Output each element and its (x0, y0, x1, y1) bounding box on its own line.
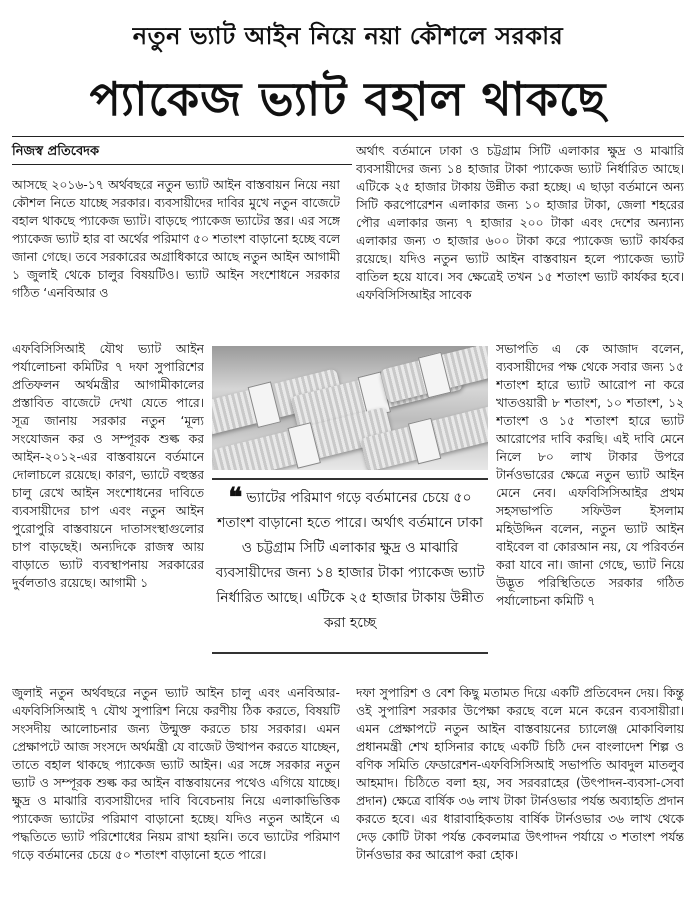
pull-quote-text: ভ্যাটের পরিমাণ গড়ে বর্তমানের চেয়ে ৫০ শতাংশ বাড়ানো হতে পারে। অর্থাৎ বর্তমানে ঢাকা ও চট্টগ্রাম সিটি এলাকার ক্ষুদ্র ও মাঝারি ব্যবসায়ীদের জন্য ১৪ হাজার টাকা প্যাকেজ ভ্যাট নির্ধারিত আছে। এটিকে ২৫ হাজার টাকায় উন্নীত করা হচ্ছে (215, 490, 485, 631)
paragraph: এফবিসিসিআই যৌথ ভ্যাট আইন পর্যালোচনা কমিটির ৭ দফা সুপারিশের প্রতিফলন অর্থমন্ত্রীর আগামীকালের প্রস্তাবিত বাজেটে দেখা যেতে পারে। সূত্র জানায় সরকার নতুন ‘মূল্য সংযোজন কর ও সম্পূরক শুল্ক কর আইন-২০১২-এর বাস্তবায়নে বর্তমানে দোলাচলে রয়েছে। কারণ, ভ্যাটে বহুস্তর চালু রেখে আইন সংশোধনের দাবিতে ব্যবসায়ীদের চাপ এবং নতুন আইন পুরোপুরি বাস্তবায়নে দাতাসংস্থাগুলোর চাপ বাড়ছেই। অন্যদিকে রাজস্ব আয় বাড়াতে ভ্যাট ব্যবস্থাপনায় সরকারের দুর্বলতাও রয়েছে। আগামী ১ (12, 342, 204, 590)
byline: নিজস্ব প্রতিবেদক (12, 144, 100, 159)
money-bundles-photo (212, 346, 488, 470)
money-bundle (380, 346, 488, 403)
column-2-bottom (356, 684, 684, 908)
column-2-narrow (496, 340, 684, 682)
paragraph: সভাপতি এ কে আজাদ বলেন, ব্যবসায়ীদের পক্ষ থেকে সবার জন্য ১৫ শতাংশ হারে ভ্যাট আরোপ না করে খাতওয়ারী ৮ শতাংশ, ১০ শতাংশ, ১২ শতাংশ ও ১৫ শতাংশ হারে ভ্যাট আরোপের দাবি করছি। এই দাবি মেনে নিলে ৮০ লাখ টাকার উপরে টার্নওভারের ক্ষেত্রে নতুন ভ্যাট আইন মেনে নেব। এফবিসিসিআইর প্রথম সহসভাপতি সফিউল ইসলাম মহিউদ্দিন বলেন, নতুন ভ্যাট আইন বাইবেল বা কোরআন নয়, যে পরিবর্তন করা যাবে না। জানা গেছে, ভ্যাট নিয়ে উদ্ভূত পরিস্থিতিতে সরকার গঠিত পর্যালোচনা কমিটি ৭ (496, 342, 684, 608)
paragraph: আসছে ২০১৬-১৭ অর্থবছরে নতুন ভ্যাট আইন বাস্তবায়ন নিয়ে নয়া কৌশল নিতে যাচ্ছে সরকার। ব্যবসায়ীদের দাবির মুখে নতুন বাজেটে বহাল থাকছে প্যাকেজ ভ্যাট। বাড়ছে প্যাকেজ ভ্যাটের স্তর। এর সঙ্গে প্যাকেজ ভ্যাট হার বা অর্থের পরিমাণ ৫০ শতাংশ বাড়ানো হচ্ছে বলে জানা গেছে। তবে সরকারের অগ্রাধিকারে আছে নতুন আইন আগামী ১ জুলাই থেকে চালুর বিষয়টিও। ভ্যাট আইন সংশোধনে সরকার গঠিত ‘এনবিআর ও (12, 178, 340, 300)
kicker-headline: নতুন ভ্যাট আইন নিয়ে নয়া কৌশলে সরকার (132, 22, 564, 50)
column-1-bottom (12, 684, 340, 908)
quote-mark-icon: ❝ (228, 483, 243, 513)
paragraph: জুলাই নতুন অর্থবছরে নতুন ভ্যাট আইন চালু এবং এনবিআর-এফবিসিসিআই ৭ যৌথ সুপারিশ নিয়ে করণীয় ঠিক করতে, বিষয়টি সংসদীয় আলোচনার জন্য উন্মুক্ত করতে চায় সরকার। এমন প্রেক্ষাপটে আজ সংসদে অর্থমন্ত্রী যে বাজেট উত্থাপন করতে যাচ্ছেন, তাতে বহাল থাকছে প্যাকেজ ভ্যাট আইন। এর সঙ্গে সরকার নতুন ভ্যাট ও সম্পূরক শুল্ক কর আইন বাস্তবায়নের পথেও এগিয়ে যাচ্ছে। ক্ষুদ্র ও মাঝারি ব্যবসায়ীদের দাবি বিবেচনায় নিয়ে এলাকাভিত্তিক প্যাকেজ ভ্যাটের পরিমাণ বাড়ানো হচ্ছে। যদিও নতুন আইনে এ পদ্ধতিতে ভ্যাট পরিশোধের নিয়ম রাখা হয়নি। তবে ভ্যাটের পরিমাণ গড়ে বর্তমানের চেয়ে ৫০ শতাংশ বাড়ানো হতে পারে। (12, 686, 340, 862)
column-2-top (356, 142, 684, 338)
column-1-narrow (12, 340, 204, 682)
headline-rule (12, 136, 684, 137)
main-headline: প্যাকেজ ভ্যাট বহাল থাকছে (89, 72, 607, 126)
pull-quote (212, 478, 488, 654)
paragraph: অর্থাৎ বর্তমানে ঢাকা ও চট্টগ্রাম সিটি এলাকার ক্ষুদ্র ও মাঝারি ব্যবসায়ীদের জন্য ১৪ হাজার টাকা প্যাকেজ ভ্যাট নির্ধারিত আছে। এটিকে ২৫ হাজার টাকায় উন্নীত করা হচ্ছে। এ ছাড়া বর্তমানে অন্য সিটি করপোরেশন এলাকার জন্য ১০ হাজার টাকা, জেলা শহরের পৌর এলাকার জন্য ৭ হাজার ২০০ টাকা এবং দেশের অন্যান্য এলাকার জন্য ৩ হাজার ৬০০ টাকা করে প্যাকেজ ভ্যাট কার্যকর রয়েছে। যদিও নতুন ভ্যাট আইন বাস্তবায়ন হলে প্যাকেজ ভ্যাট বাতিল হয়ে যাবে। সব ক্ষেত্রেই তখন ১৫ শতাংশ ভ্যাট কার্যকর হবে। এফবিসিসিআইর সাবেক (356, 144, 684, 302)
paragraph: দফা সুপারিশ ও বেশ কিছু মতামত দিয়ে একটি প্রতিবেদন দেয়। কিন্তু ওই সুপারিশ সরকার উপেক্ষা করছে বলে মনে করেন ব্যবসায়ীরা। এমন প্রেক্ষাপটে নতুন আইন বাস্তবায়নের চ্যালেঞ্জ মোকাবিলায় প্রধানমন্ত্রী শেখ হাসিনার কাছে একটি চিঠি দেন বাংলাদেশ শিল্প ও বণিক সমিতি ফেডারেশন-এফবিসিসিআই সভাপতি আবদুল মাতলুব আহমাদ। চিঠিতে বলা হয়, সব সরবরাহের (উৎপাদন-ব্যবসা-সেবা প্রদান) ক্ষেত্রে বার্ষিক ৩৬ লাখ টাকা টার্নওভার পর্যন্ত অব্যাহতি প্রদান করতে হবে। এর ধারাবাহিকতায় বার্ষিক টার্নওভার ৩৬ লাখ থেকে দেড় কোটি টাকা পর্যন্ত কেবলমাত্র উৎপাদন পর্যায়ে ৩ শতাংশ পর্যন্ত টার্নওভার কর আরোপ করা হোক। (356, 686, 684, 862)
column-1-top (12, 176, 340, 338)
byline-rule (12, 164, 352, 165)
